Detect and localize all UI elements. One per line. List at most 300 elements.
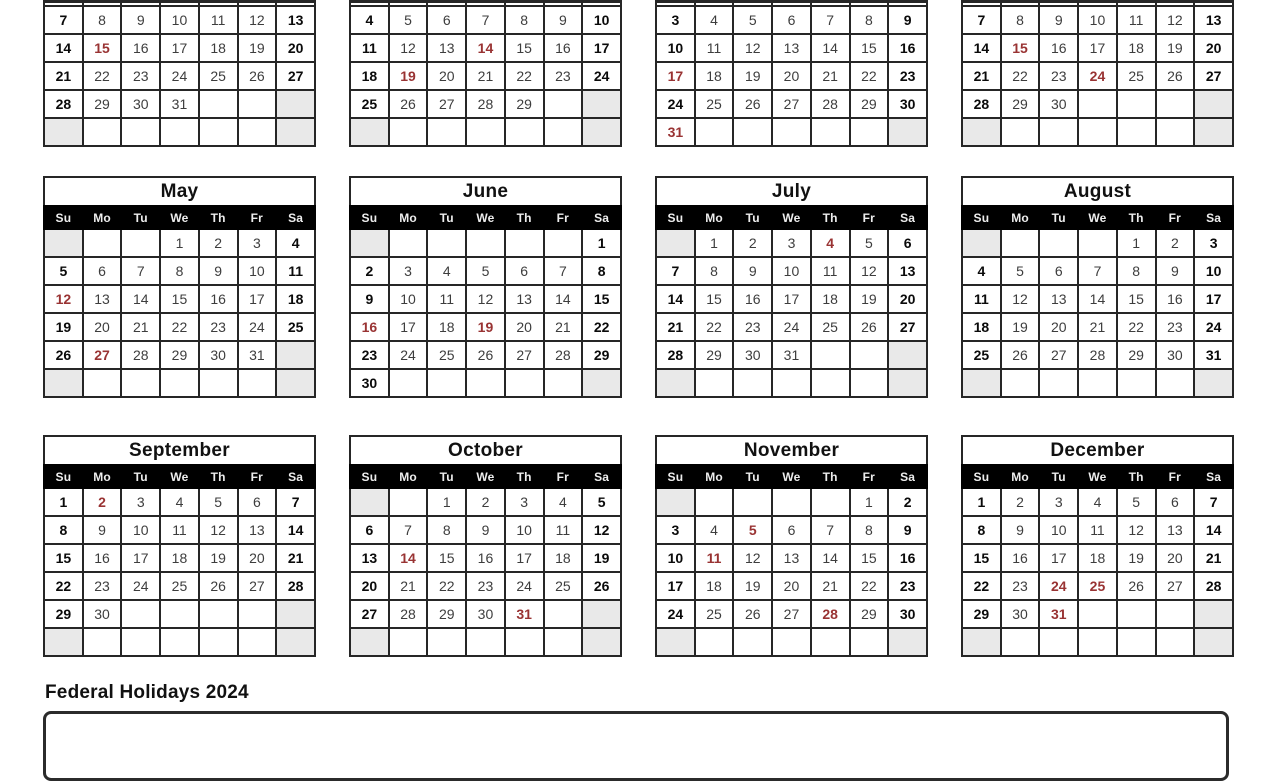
month-grid	[961, 205, 1234, 398]
month-grid	[349, 205, 622, 398]
day-cell: 28	[544, 341, 583, 369]
day-cell: 6	[772, 516, 811, 544]
day-cell: 18	[1117, 34, 1156, 62]
weekday-label: Tu	[427, 465, 466, 488]
day-cell: 18	[276, 285, 315, 313]
month-october	[349, 435, 622, 657]
day-cell: 9	[733, 257, 772, 285]
day-cell: 7	[276, 488, 315, 516]
day-cell: 21	[544, 313, 583, 341]
day-cell: 30	[733, 341, 772, 369]
day-cell: 26	[466, 341, 505, 369]
day-cell: 29	[83, 90, 122, 118]
day-cell: 20	[505, 313, 544, 341]
empty-cell	[850, 628, 889, 656]
day-cell: 15	[505, 34, 544, 62]
day-cell: 29	[1117, 341, 1156, 369]
month-title: October	[349, 435, 622, 464]
empty-cell	[772, 628, 811, 656]
day-cell: 12	[733, 544, 772, 572]
day-cell: 23	[121, 62, 160, 90]
day-cell: 9	[1001, 516, 1040, 544]
day-cell: 22	[160, 313, 199, 341]
empty-cell	[160, 628, 199, 656]
day-cell: 4	[350, 6, 389, 34]
day-cell: 1	[962, 488, 1001, 516]
weekday-label: Th	[505, 465, 544, 488]
empty-cell	[1039, 118, 1078, 146]
day-cell: 24	[772, 313, 811, 341]
day-cell: 17	[121, 544, 160, 572]
day-cell: 20	[427, 62, 466, 90]
day-cell: 29	[850, 90, 889, 118]
day-cell: 1	[850, 488, 889, 516]
day-cell: 23	[733, 313, 772, 341]
day-cell: 16	[199, 285, 238, 313]
weekday-label: Mo	[1001, 465, 1040, 488]
weekday-label: Mo	[83, 206, 122, 229]
day-cell: 9	[888, 6, 927, 34]
weekday-label: Th	[505, 206, 544, 229]
day-cell: 30	[121, 90, 160, 118]
day-cell: 19	[238, 34, 277, 62]
empty-cell	[582, 90, 621, 118]
day-cell: 28	[1078, 341, 1117, 369]
empty-cell	[505, 118, 544, 146]
empty-cell	[850, 341, 889, 369]
day-cell: 14	[276, 516, 315, 544]
day-cell: 24	[505, 572, 544, 600]
day-cell: 17	[582, 34, 621, 62]
month-june	[349, 176, 622, 398]
empty-cell	[1194, 118, 1233, 146]
day-cell: 29	[962, 600, 1001, 628]
empty-cell	[1078, 369, 1117, 397]
day-cell: 25	[276, 313, 315, 341]
day-cell: 17	[656, 572, 695, 600]
weekday-label: We	[466, 465, 505, 488]
weekday-label: We	[772, 206, 811, 229]
month-february	[349, 0, 622, 147]
empty-cell	[772, 488, 811, 516]
empty-cell	[582, 369, 621, 397]
day-cell: 23	[1039, 62, 1078, 90]
day-cell: 30	[1001, 600, 1040, 628]
empty-cell	[582, 118, 621, 146]
empty-cell	[238, 90, 277, 118]
day-cell: 21	[811, 62, 850, 90]
empty-cell	[427, 229, 466, 257]
month-grid	[655, 205, 928, 398]
day-cell: 8	[582, 257, 621, 285]
day-cell: 24	[656, 600, 695, 628]
weekday-label: Fr	[1156, 206, 1195, 229]
day-cell: 15	[582, 285, 621, 313]
day-cell: 19	[1156, 34, 1195, 62]
day-cell: 22	[427, 572, 466, 600]
empty-cell	[276, 118, 315, 146]
empty-cell	[350, 229, 389, 257]
day-cell: 27	[276, 62, 315, 90]
day-cell: 10	[582, 6, 621, 34]
day-cell: 9	[121, 6, 160, 34]
empty-cell	[44, 118, 83, 146]
day-cell: 19	[389, 62, 428, 90]
day-cell: 10	[1194, 257, 1233, 285]
day-cell: 25	[962, 341, 1001, 369]
day-cell: 12	[44, 285, 83, 313]
month-title: September	[43, 435, 316, 464]
day-cell: 20	[772, 62, 811, 90]
empty-cell	[350, 488, 389, 516]
weekday-label: Tu	[1039, 206, 1078, 229]
day-cell: 7	[656, 257, 695, 285]
day-cell: 2	[466, 488, 505, 516]
day-cell: 13	[350, 544, 389, 572]
day-cell: 5	[1117, 488, 1156, 516]
empty-cell	[160, 118, 199, 146]
day-cell: 4	[695, 6, 734, 34]
day-cell: 2	[733, 229, 772, 257]
empty-cell	[44, 229, 83, 257]
day-cell: 19	[466, 313, 505, 341]
day-cell: 28	[121, 341, 160, 369]
day-cell: 13	[1156, 516, 1195, 544]
day-cell: 1	[695, 229, 734, 257]
day-cell: 21	[1194, 544, 1233, 572]
empty-cell	[888, 628, 927, 656]
day-cell: 25	[1117, 62, 1156, 90]
day-cell: 13	[83, 285, 122, 313]
day-cell: 11	[199, 6, 238, 34]
empty-cell	[656, 488, 695, 516]
weekday-label: We	[160, 465, 199, 488]
empty-cell	[544, 118, 583, 146]
day-cell: 7	[962, 6, 1001, 34]
day-cell: 18	[160, 544, 199, 572]
day-cell: 29	[1001, 90, 1040, 118]
day-cell: 8	[1117, 257, 1156, 285]
empty-cell	[199, 118, 238, 146]
weekday-label: We	[1078, 465, 1117, 488]
day-cell: 19	[1001, 313, 1040, 341]
day-cell: 23	[544, 62, 583, 90]
day-cell: 21	[466, 62, 505, 90]
empty-cell	[1156, 118, 1195, 146]
day-cell: 27	[1156, 572, 1195, 600]
day-cell: 20	[888, 285, 927, 313]
day-cell: 15	[44, 544, 83, 572]
day-cell: 4	[1078, 488, 1117, 516]
day-cell: 17	[389, 313, 428, 341]
day-cell: 16	[544, 34, 583, 62]
day-cell: 29	[44, 600, 83, 628]
month-march	[655, 0, 928, 147]
day-cell: 27	[772, 90, 811, 118]
day-cell: 19	[199, 544, 238, 572]
empty-cell	[427, 369, 466, 397]
empty-cell	[1078, 600, 1117, 628]
day-cell: 2	[1156, 229, 1195, 257]
day-cell: 2	[888, 488, 927, 516]
month-grid	[43, 205, 316, 398]
empty-cell	[160, 600, 199, 628]
day-cell: 7	[121, 257, 160, 285]
day-cell: 15	[962, 544, 1001, 572]
empty-cell	[466, 628, 505, 656]
month-grid	[349, 464, 622, 657]
day-cell: 26	[1001, 341, 1040, 369]
day-cell: 23	[199, 313, 238, 341]
day-cell: 25	[695, 600, 734, 628]
empty-cell	[962, 118, 1001, 146]
day-cell: 16	[466, 544, 505, 572]
weekday-label: Su	[962, 465, 1001, 488]
empty-cell	[1078, 628, 1117, 656]
empty-cell	[121, 600, 160, 628]
day-cell: 14	[811, 34, 850, 62]
day-cell: 16	[1156, 285, 1195, 313]
day-cell: 21	[1078, 313, 1117, 341]
day-cell: 27	[772, 600, 811, 628]
weekday-label: Mo	[83, 465, 122, 488]
day-cell: 21	[962, 62, 1001, 90]
empty-cell	[238, 600, 277, 628]
day-cell: 9	[1039, 6, 1078, 34]
day-cell: 22	[850, 572, 889, 600]
weekday-label: Sa	[582, 206, 621, 229]
day-cell: 2	[1001, 488, 1040, 516]
day-cell: 5	[389, 6, 428, 34]
month-january	[43, 0, 316, 147]
day-cell: 15	[427, 544, 466, 572]
federal-holidays-heading: Federal Holidays 2024	[45, 682, 249, 703]
empty-cell	[121, 628, 160, 656]
day-cell: 13	[238, 516, 277, 544]
day-cell: 31	[772, 341, 811, 369]
day-cell: 10	[1039, 516, 1078, 544]
weekday-label: We	[1078, 206, 1117, 229]
weekday-label: Th	[199, 465, 238, 488]
day-cell: 14	[962, 34, 1001, 62]
empty-cell	[962, 628, 1001, 656]
day-cell: 10	[389, 285, 428, 313]
day-cell: 17	[1078, 34, 1117, 62]
day-cell: 2	[199, 229, 238, 257]
day-cell: 10	[656, 34, 695, 62]
day-cell: 25	[1078, 572, 1117, 600]
day-cell: 8	[44, 516, 83, 544]
day-cell: 11	[427, 285, 466, 313]
day-cell: 12	[238, 6, 277, 34]
calendar-row-top	[43, 0, 1234, 147]
day-cell: 18	[695, 572, 734, 600]
day-cell: 31	[160, 90, 199, 118]
day-cell: 11	[160, 516, 199, 544]
empty-cell	[772, 369, 811, 397]
day-cell: 28	[1194, 572, 1233, 600]
day-cell: 27	[350, 600, 389, 628]
day-cell: 5	[582, 488, 621, 516]
day-cell: 14	[1194, 516, 1233, 544]
empty-cell	[811, 488, 850, 516]
weekday-label: Fr	[850, 465, 889, 488]
empty-cell	[544, 628, 583, 656]
month-grid	[349, 0, 622, 147]
day-cell: 26	[1117, 572, 1156, 600]
day-cell: 7	[44, 6, 83, 34]
empty-cell	[350, 118, 389, 146]
empty-cell	[544, 90, 583, 118]
day-cell: 31	[1194, 341, 1233, 369]
day-cell: 14	[544, 285, 583, 313]
day-cell: 20	[276, 34, 315, 62]
day-cell: 5	[199, 488, 238, 516]
day-cell: 1	[1117, 229, 1156, 257]
day-cell: 30	[199, 341, 238, 369]
day-cell: 13	[772, 34, 811, 62]
day-cell: 26	[850, 313, 889, 341]
day-cell: 5	[850, 229, 889, 257]
day-cell: 27	[1039, 341, 1078, 369]
day-cell: 17	[656, 62, 695, 90]
day-cell: 5	[466, 257, 505, 285]
empty-cell	[276, 600, 315, 628]
weekday-label: Sa	[582, 465, 621, 488]
day-cell: 12	[1117, 516, 1156, 544]
empty-cell	[544, 229, 583, 257]
empty-cell	[1001, 369, 1040, 397]
empty-cell	[44, 369, 83, 397]
day-cell: 31	[505, 600, 544, 628]
month-title: May	[43, 176, 316, 205]
day-cell: 11	[544, 516, 583, 544]
empty-cell	[733, 118, 772, 146]
day-cell: 4	[695, 516, 734, 544]
day-cell: 27	[505, 341, 544, 369]
day-cell: 9	[199, 257, 238, 285]
day-cell: 9	[466, 516, 505, 544]
day-cell: 9	[350, 285, 389, 313]
day-cell: 16	[888, 34, 927, 62]
weekday-label: Fr	[238, 206, 277, 229]
day-cell: 9	[544, 6, 583, 34]
empty-cell	[1117, 600, 1156, 628]
day-cell: 2	[350, 257, 389, 285]
day-cell: 22	[505, 62, 544, 90]
empty-cell	[1001, 628, 1040, 656]
month-august	[961, 176, 1234, 398]
empty-cell	[1194, 369, 1233, 397]
day-cell: 30	[1039, 90, 1078, 118]
day-cell: 28	[962, 90, 1001, 118]
day-cell: 6	[238, 488, 277, 516]
day-cell: 22	[962, 572, 1001, 600]
day-cell: 14	[656, 285, 695, 313]
empty-cell	[505, 369, 544, 397]
day-cell: 13	[427, 34, 466, 62]
weekday-label: We	[772, 465, 811, 488]
day-cell: 24	[1039, 572, 1078, 600]
day-cell: 23	[1156, 313, 1195, 341]
weekday-label: Mo	[695, 206, 734, 229]
empty-cell	[1001, 229, 1040, 257]
day-cell: 18	[1078, 544, 1117, 572]
day-cell: 30	[83, 600, 122, 628]
empty-cell	[772, 118, 811, 146]
day-cell: 10	[656, 544, 695, 572]
day-cell: 23	[350, 341, 389, 369]
day-cell: 8	[160, 257, 199, 285]
empty-cell	[656, 628, 695, 656]
day-cell: 5	[733, 516, 772, 544]
day-cell: 28	[44, 90, 83, 118]
day-cell: 19	[733, 572, 772, 600]
day-cell: 29	[695, 341, 734, 369]
day-cell: 11	[962, 285, 1001, 313]
empty-cell	[276, 628, 315, 656]
day-cell: 24	[656, 90, 695, 118]
day-cell: 28	[811, 600, 850, 628]
day-cell: 30	[888, 90, 927, 118]
day-cell: 31	[656, 118, 695, 146]
weekday-label: Sa	[888, 465, 927, 488]
day-cell: 3	[121, 488, 160, 516]
day-cell: 25	[160, 572, 199, 600]
day-cell: 3	[1039, 488, 1078, 516]
day-cell: 18	[427, 313, 466, 341]
day-cell: 13	[772, 544, 811, 572]
day-cell: 8	[850, 516, 889, 544]
day-cell: 22	[44, 572, 83, 600]
empty-cell	[238, 628, 277, 656]
day-cell: 1	[160, 229, 199, 257]
day-cell: 20	[1194, 34, 1233, 62]
weekday-label: We	[466, 206, 505, 229]
month-title: November	[655, 435, 928, 464]
day-cell: 8	[850, 6, 889, 34]
empty-cell	[733, 369, 772, 397]
month-grid	[961, 464, 1234, 657]
federal-holidays-box	[43, 711, 1229, 781]
empty-cell	[466, 229, 505, 257]
day-cell: 12	[199, 516, 238, 544]
day-cell: 28	[389, 600, 428, 628]
weekday-label: Th	[811, 206, 850, 229]
day-cell: 29	[505, 90, 544, 118]
day-cell: 20	[1039, 313, 1078, 341]
day-cell: 7	[1078, 257, 1117, 285]
day-cell: 7	[811, 6, 850, 34]
empty-cell	[1039, 369, 1078, 397]
weekday-label: Th	[1117, 206, 1156, 229]
weekday-label: Th	[199, 206, 238, 229]
day-cell: 21	[276, 544, 315, 572]
empty-cell	[695, 369, 734, 397]
month-april	[961, 0, 1234, 147]
day-cell: 2	[83, 488, 122, 516]
day-cell: 23	[1001, 572, 1040, 600]
day-cell: 3	[656, 6, 695, 34]
day-cell: 21	[44, 62, 83, 90]
month-title: July	[655, 176, 928, 205]
day-cell: 27	[888, 313, 927, 341]
calendar-row-middle	[43, 176, 1234, 398]
day-cell: 13	[276, 6, 315, 34]
empty-cell	[733, 488, 772, 516]
day-cell: 20	[350, 572, 389, 600]
day-cell: 6	[1039, 257, 1078, 285]
